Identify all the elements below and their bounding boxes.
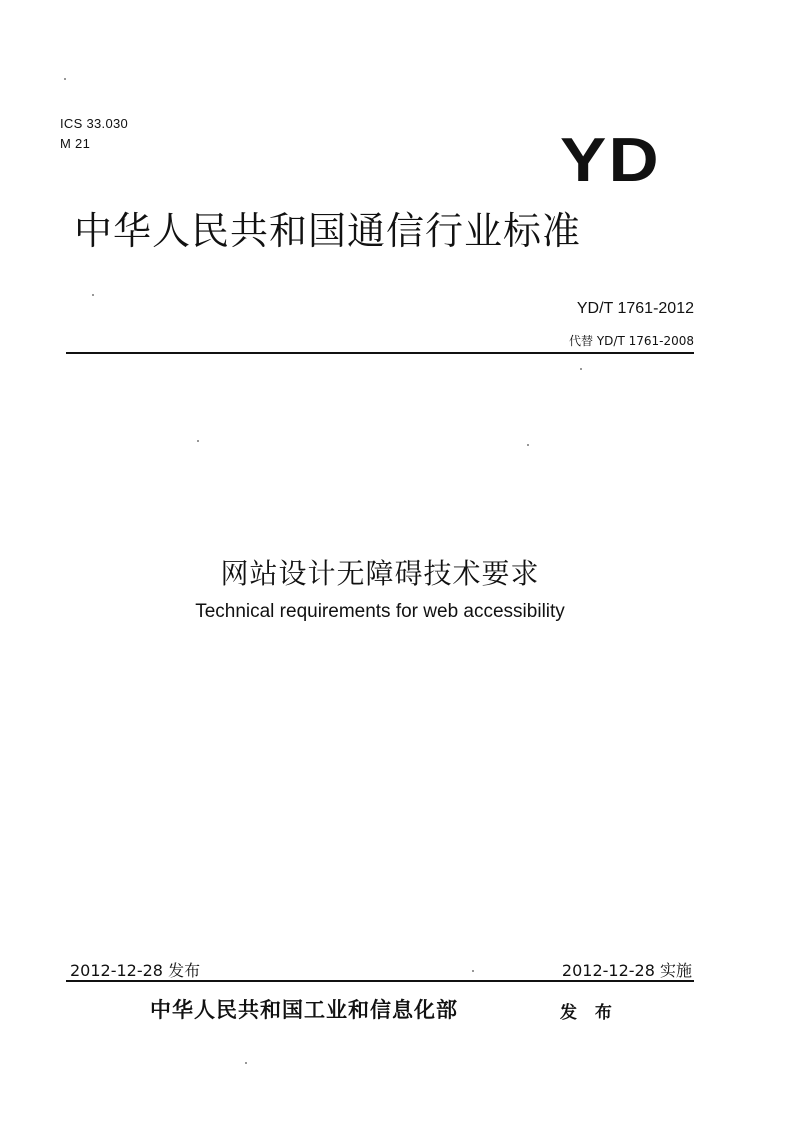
bottom-divider: [66, 980, 694, 982]
scan-speck: [64, 78, 66, 80]
scan-speck: [527, 444, 529, 446]
top-divider: [66, 352, 694, 354]
standard-category-title: 中华人民共和国通信行业标准: [74, 209, 582, 253]
scan-speck: [580, 368, 582, 370]
scan-speck: [472, 970, 474, 972]
scan-speck: [245, 1062, 247, 1064]
scan-speck: [197, 440, 199, 442]
ccs-code: M 21: [60, 136, 91, 151]
document-title-cn: 网站设计无障碍技术要求: [220, 557, 540, 590]
document-title-en: Technical requirements for web accessibility: [195, 601, 565, 622]
effective-date: 2012-12-28 实施: [561, 961, 692, 980]
ics-code: ICS 33.030: [60, 116, 129, 131]
scan-speck: [92, 294, 94, 296]
yd-logo: YD: [560, 126, 661, 195]
replaced-standard: 代替 YD/T 1761-2008: [569, 334, 694, 348]
issue-date: 2012-12-28 发布: [70, 961, 201, 980]
publisher-name: 中华人民共和国工业和信息化部: [150, 997, 458, 1022]
standard-number: YD/T 1761-2012: [576, 300, 694, 317]
publish-label: 发 布: [560, 1003, 618, 1023]
